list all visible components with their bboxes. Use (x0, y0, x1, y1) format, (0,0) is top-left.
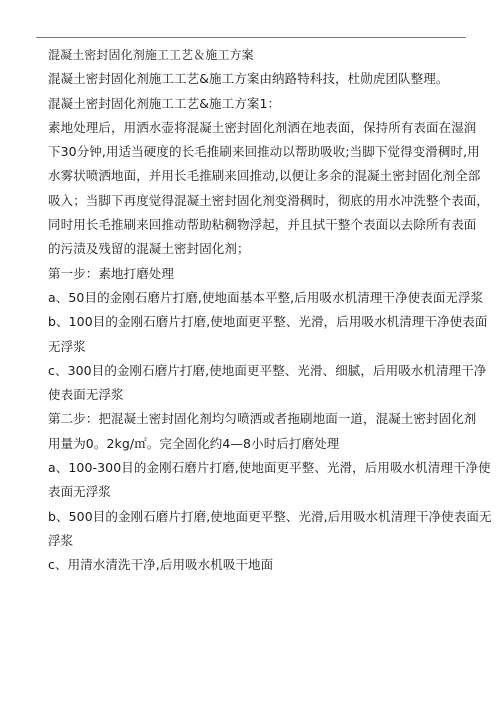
list-item: b、500目的金刚石磨片打磨,使地面更平整、光滑,后用吸水机清理干净使表面无 (48, 508, 492, 524)
list-item: c、300目的金刚石磨片打磨,使地面更平整、光滑、细腻，后用吸水机清理干净 (48, 362, 487, 378)
list-item-continuation: 使表面无浮浆 (48, 387, 124, 403)
step-heading: 第一步：素地打磨处理 (48, 265, 175, 281)
header-rule (36, 37, 466, 38)
document-title: 混凝土密封固化剂施工工艺＆施工方案 (48, 48, 254, 62)
list-item-continuation: 浮浆 (48, 532, 74, 548)
paragraph-line: 的污渍及残留的混凝土密封固化剂； (48, 241, 250, 257)
paragraph-line: 水雾状喷洒地面，并用长毛推刷来回推动,以便让多余的混凝土密封固化剂全部 (48, 168, 481, 184)
paragraph-line: 用量为0。2kg/㎡。完全固化约4—8小时后打磨处理 (48, 435, 340, 451)
paragraph-line: 下30分钟,用适当硬度的长毛推刷来回推动以帮助吸收;当脚下觉得变滑稠时,用 (48, 144, 480, 160)
paragraph-line: 同时用长毛推刷来回推动帮助粘稠物浮起，并且拭干整个表面以去除所有表面 (48, 217, 477, 233)
step-heading: 第二步：把混凝土密封固化剂均匀喷洒或者拖刷地面一道，混凝土密封固化剂 (48, 411, 477, 427)
list-item-continuation: 无浮浆 (48, 338, 86, 354)
list-item: a、50目的金刚石磨片打磨,使地面基本平整,后用吸水机清理干净使表面无浮浆 (48, 289, 484, 305)
paragraph-line: 吸入；当脚下再度觉得混凝土密封固化剂变滑稠时，彻底的用水冲洗整个表面， (48, 192, 490, 208)
list-item: a、100-300目的金刚石磨片打磨,使地面更平整、光滑，后用吸水机清理干净使 (48, 460, 491, 476)
list-item: b、100目的金刚石磨片打磨,使地面更平整、光滑，后用吸水机清理干净使表面 (48, 314, 488, 330)
paragraph-line: 混凝土密封固化剂施工工艺&施工方案由纳路特科技，杜勋虎团队整理。 (48, 71, 449, 87)
list-item: c、用清水清洗干净,后用吸水机吸干地面 (48, 557, 274, 573)
paragraph-line: 素地处理后，用洒水壶将混凝土密封固化剂洒在地表面，保持所有表面在湿润 (48, 119, 477, 135)
document-body (48, 43, 492, 578)
list-item-continuation: 表面无浮浆 (48, 484, 112, 500)
paragraph-line: 混凝土密封固化剂施工工艺&施工方案1： (48, 95, 281, 111)
